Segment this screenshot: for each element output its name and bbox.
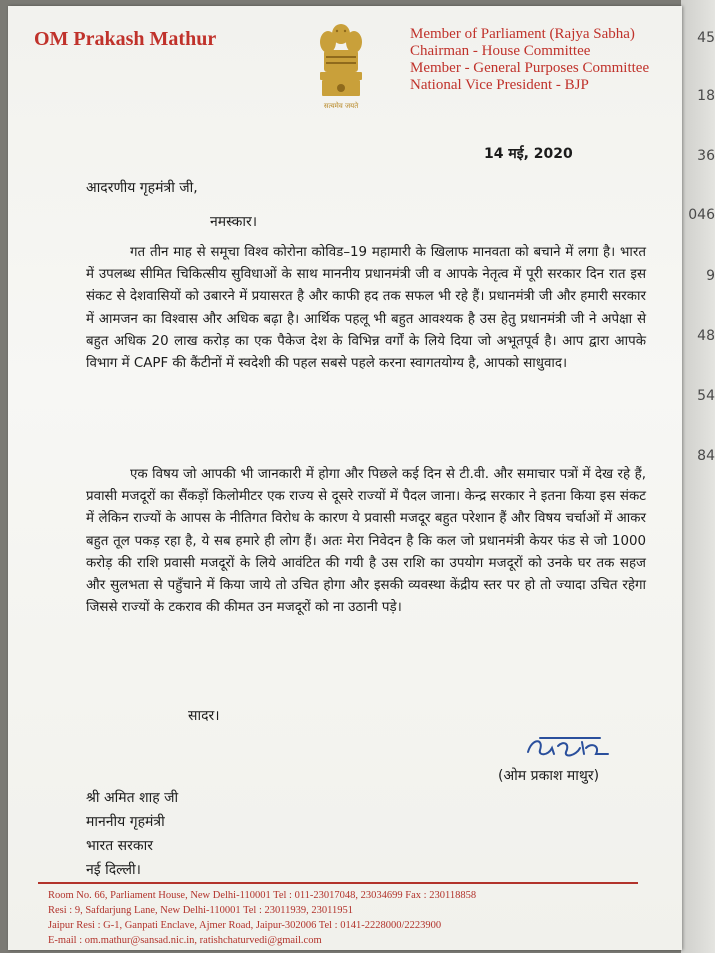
letter-paragraph-1: गत तीन माह से समूचा विश्व कोरोना कोविड–19 महामारी के खिलाफ मानवता को बचाने में लगा है। भारत में उपलब्ध सीमित चिकित्सीय सुविधाओं के साथ माननीय प्रधानमंत्री जी व आपके नेतृत्व में पूरी सरकार दिन रात इस संकट से देशवासियों को उबारने में प्रयासरत है और काफी हद तक सफल भी रहे हैं। प्रधानमंत्री जी और हमारी सरकार में आमजन का विश्वास और अधिक बढ़ा है। आर्थिक पहलू भी बहुत आवश्यक है उस हेतु प्रधानमंत्री जी ने अपेक्षा से बहुत अधिक 20 लाख करोड़ का एक पैकेज देश के विभिन्न वर्गों के लिये दिया जो अभूतपूर्व है। आप द्वारा आपके विभाग में CAPF की कैंटीनों में स्वदेशी की पहल सबसे पहले करना स्वागतयोग्य है, आपको साधुवाद। — [86, 245, 646, 372]
addressee-line: भारत सरकार — [86, 838, 153, 854]
strip-number: 84 — [697, 448, 715, 464]
addressee-line: नई दिल्ली। — [86, 862, 141, 878]
letterhead-footer — [48, 888, 476, 948]
national-emblem-icon — [314, 20, 368, 112]
footer-divider — [38, 882, 638, 884]
greeting: नमस्कार। — [210, 214, 257, 230]
background-page-strip — [681, 0, 715, 953]
emblem-motto: सत्यमेव जयते — [323, 102, 359, 110]
footer-address-line: Jaipur Resi : G-1, Ganpati Enclave, Ajmer Road, Jaipur-302006 Tel : 0141-2228000/2223900 — [48, 920, 442, 931]
strip-number: 18 — [697, 88, 715, 104]
role-line: Member - General Purposes Committee — [410, 60, 650, 76]
strip-number: 45 — [697, 30, 715, 46]
letter-paragraph-2: एक विषय जो आपकी भी जानकारी में होगा और पिछले कई दिन से टी.वी. और समाचार पत्रों में देख रहे हैं, प्रवासी मजदूरों का सैंकड़ों किलोमीटर एक राज्य से दूसरे राज्यों में पैदल जाना। केन्द्र सरकार ने इतना किया इस संकट में लेकिन राज्यों के आपस के नीतिगत विरोध के कारण ये प्रवासी मजदूर बहुत परेशान हैं और विषय चर्चाओं में आकर बहुत तूल पकड़ रहा है, ये सब हमारे ही लोग हैं। अतः मेरा निवेदन है कि कल जो प्रधानमंत्री केयर फंड से जो 1000 करोड़ की राशि प्रवासी मजदूरों के लिये आवंटित की गयी है उस राशि का उपयोग मजदूरों को उनके घर तक सहज और सुलभता से पहुँचाने में किया जाये तो उचित होगा और इसकी व्यवस्था केंद्रीय स्तर पर हो तो ज्यादा उचित रहेगा जिससे राज्यों के टकराव की कीमत उन मजदूरों को ना उठानी पड़े। — [86, 467, 646, 616]
addressee-line: माननीय गृहमंत्री — [86, 814, 165, 830]
footer-address-line: Room No. 66, Parliament House, New Delhi-110001 Tel : 011-23017048, 23034699 Fax : 230118858 — [48, 890, 477, 901]
letter-date: 14 मई, 2020 — [484, 146, 573, 162]
strip-number: 046 — [688, 207, 715, 223]
signatory-name: (ओम प्रकाश माथुर) — [498, 768, 600, 784]
footer-email-line: E-mail : om.mathur@sansad.nic.in, ratishchaturvedi@gmail.com — [48, 935, 322, 946]
handwritten-signature — [520, 730, 630, 764]
strip-number: 9 — [706, 268, 715, 284]
strip-number: 36 — [697, 148, 715, 164]
strip-number: 54 — [697, 388, 715, 404]
role-line: Chairman - House Committee — [410, 43, 591, 59]
salutation: आदरणीय गृहमंत्री जी, — [86, 180, 198, 196]
letterhead-roles — [410, 26, 649, 94]
letter-page — [8, 6, 682, 950]
role-line: National Vice President - BJP — [410, 77, 589, 93]
addressee-line: श्री अमित शाह जी — [86, 790, 179, 806]
footer-address-line: Resi : 9, Safdarjung Lane, New Delhi-110001 Tel : 23011939, 23011951 — [48, 905, 353, 916]
strip-number: 48 — [697, 328, 715, 344]
letterhead-name: OM Prakash Mathur — [34, 28, 217, 50]
role-line: Member of Parliament (Rajya Sabha) — [410, 26, 635, 42]
closing: सादर। — [188, 708, 220, 724]
